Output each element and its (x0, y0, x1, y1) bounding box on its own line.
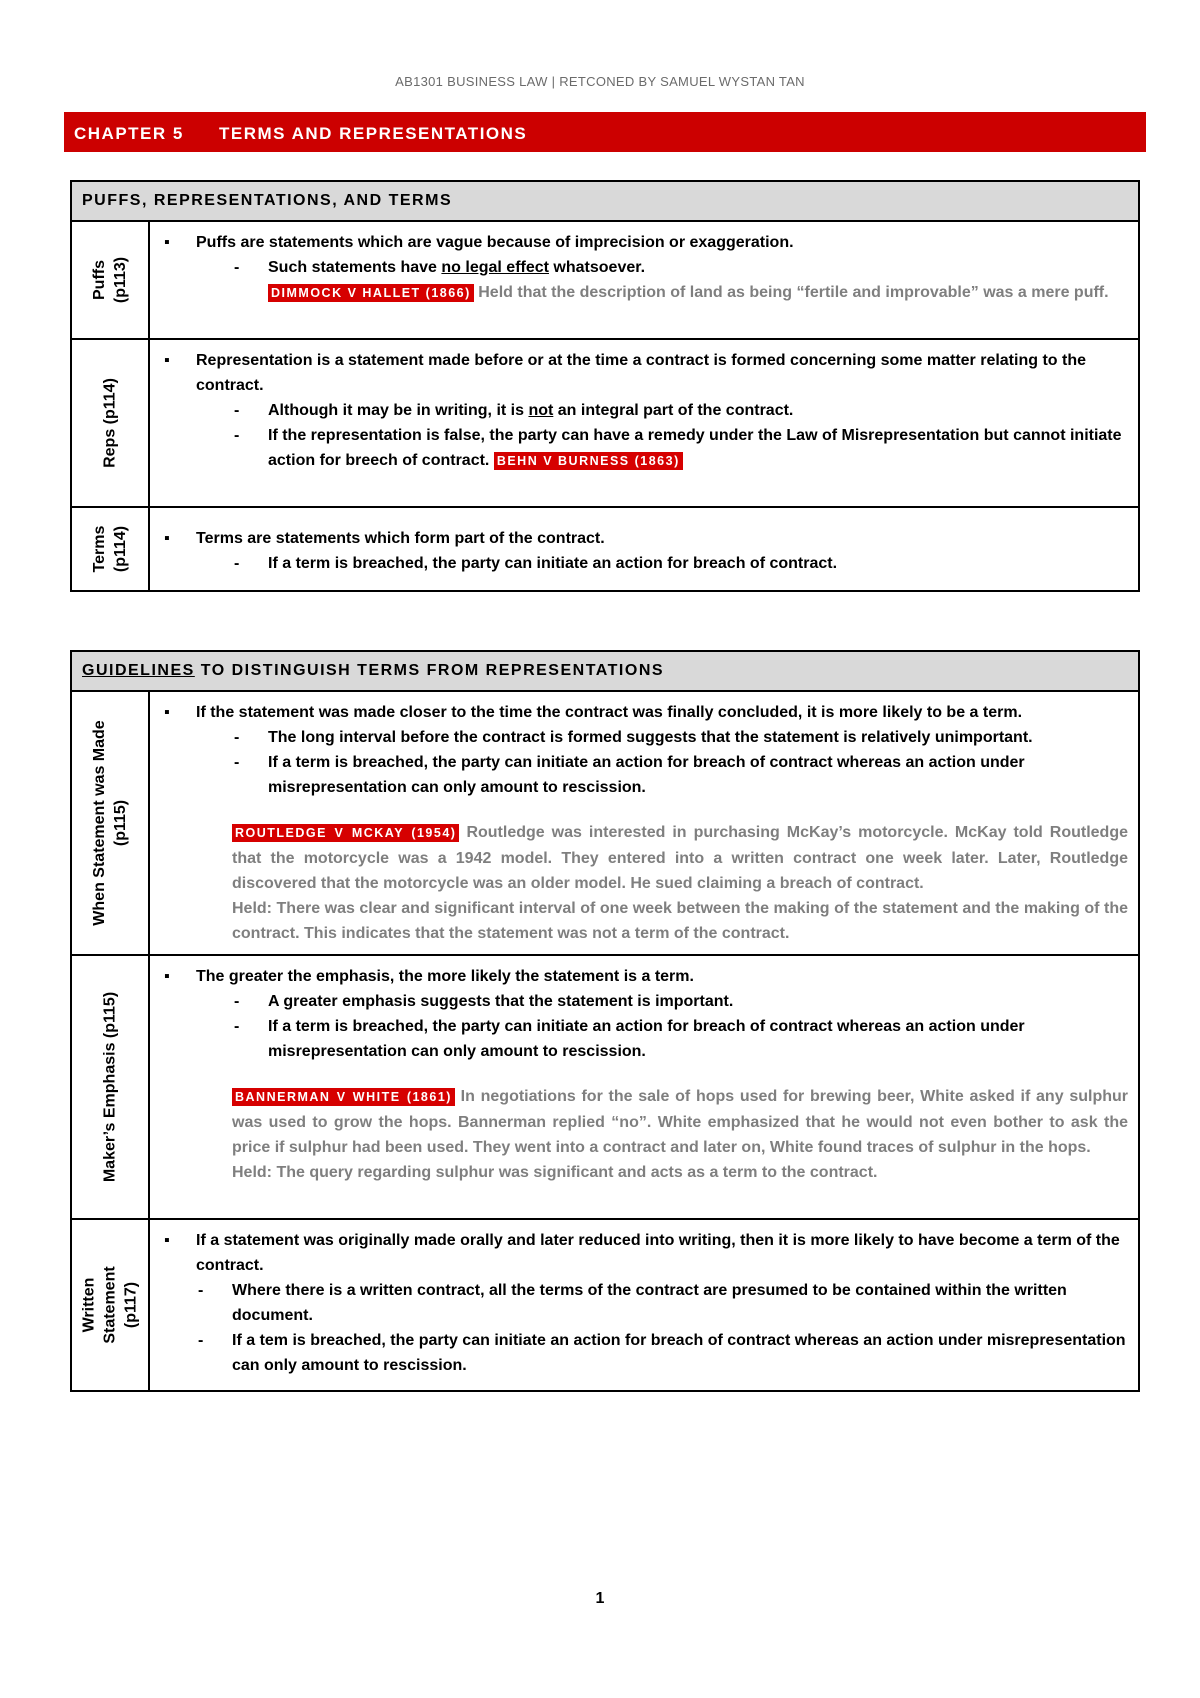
puffs-label-cell (71, 221, 149, 339)
table2-heading (71, 651, 1139, 691)
puffs-content (149, 221, 1139, 339)
routledge-case-tag: ROUTLEDGE V MCKAY (1954) (232, 824, 459, 842)
routledge-case-text: Routledge was interested in purchasing McKay’s motorcycle. McKay told Routledge that the motorcycle was a 1942 model. They entered into a written contract one week later. Later, Routledge discovered that the motorcycle was an older model. He sued claiming a breach of contract. (232, 824, 1129, 892)
bannerman-case-tag: BANNERMAN V WHITE (1861) (232, 1088, 455, 1106)
dimmock-case-tag: DIMMOCK V HALLET (1866) (268, 284, 474, 302)
puffs-sub-post: whatsoever. (548, 259, 646, 276)
emphasis-content (149, 955, 1139, 1219)
reps-sub-bullet-1 (162, 398, 1128, 423)
when-label-line1: When Statement was Made (91, 720, 108, 926)
written-label (79, 1266, 142, 1343)
when-sub-bullet-2: - If a term is breached, the party can initiate an action for breach of contract whereas an action under misrepresentation can only amount to rescission. (162, 750, 1128, 800)
terms-label-line2: (p114) (112, 525, 129, 573)
reps-sub1-pre: Although it may be in writing, it is (268, 402, 529, 419)
emphasis-label: Maker’s Emphasis (p115) (101, 991, 119, 1183)
written-row (71, 1219, 1139, 1391)
written-label-line2: Statement (101, 1266, 119, 1344)
when-label (89, 720, 131, 925)
terms-label-line1: Terms (91, 525, 108, 573)
written-label-cell (71, 1219, 149, 1391)
puffs-sub-pre: Such statements have (268, 259, 442, 276)
puffs-sub-bullet (162, 255, 1128, 280)
chapter-title: TERMS AND REPRESENTATIONS (219, 124, 528, 143)
bannerman-held: Held: The query regarding sulphur was significant and acts as a term to the contract. (232, 1164, 878, 1181)
reps-sub-bullet-2 (162, 423, 1128, 474)
table2-heading-rest: TO DISTINGUISH TERMS FROM REPRESENTATIONS (194, 662, 665, 679)
when-sub-bullet-1: - The long interval before the contract is formed suggests that the statement is relatively unimportant. (162, 725, 1128, 750)
routledge-held: Held: There was clear and significant interval of one week between the making of the statement and the making of the contract. This indicates that the statement was not a term of the contract. (232, 900, 1128, 942)
written-sub-bullet-1: - Where there is a written contract, all the terms of the contract are presumed to be contained within the written document. (162, 1278, 1128, 1328)
written-bullet: ▪ If a statement was originally made orally and later reduced into writing, then it is more likely to have become a term of the contract. (162, 1228, 1128, 1278)
emphasis-sub-bullet-1: - A greater emphasis suggests that the statement is important. (162, 989, 1128, 1014)
reps-sub2-text: If the representation is false, the party can have a remedy under the Law of Misrepresentation but cannot initiate action for breech of contract. (268, 427, 1122, 469)
emphasis-label-cell (71, 955, 149, 1219)
chapter-banner (64, 112, 1146, 152)
terms-sub-bullet: - If a term is breached, the party can initiate an action for breach of contract. (162, 551, 1128, 576)
dimmock-case (162, 280, 1128, 306)
written-sub-bullet-2: - If a tem is breached, the party can initiate an action for breach of contract whereas an action under misrepresentation can only amount to rescission. (162, 1328, 1128, 1378)
puffs-label (89, 257, 131, 303)
routledge-case (162, 820, 1128, 896)
bannerman-case (162, 1084, 1128, 1160)
reps-row (71, 339, 1139, 507)
terms-row (71, 507, 1139, 591)
written-content (149, 1219, 1139, 1391)
table2-heading-underline: GUIDELINES (82, 662, 195, 679)
puffs-label-line1: Puffs (91, 260, 108, 300)
running-header: AB1301 BUSINESS LAW | RETCONED BY SAMUEL WYSTAN TAN (395, 74, 805, 89)
chapter-number: CHAPTER 5 (74, 124, 184, 143)
puffs-bullet: ▪ Puffs are statements which are vague because of imprecision or exaggeration. (162, 230, 1128, 255)
behn-case-tag: BEHN V BURNESS (1863) (494, 452, 683, 470)
when-content (149, 691, 1139, 955)
terms-label (89, 526, 131, 573)
guidelines-table (70, 650, 1140, 1392)
when-bullet: ▪ If the statement was made closer to the time the contract was finally concluded, it is more likely to be a term. (162, 700, 1128, 725)
written-label-line3: (p117) (122, 1281, 140, 1329)
when-row (71, 691, 1139, 955)
reps-label-cell (71, 339, 149, 507)
written-label-line1: Written (80, 1277, 98, 1333)
bannerman-case-text: In negotiations for the sale of hops used for brewing beer, White asked if any sulphur was used to grow the hops. Bannerman replied “no”. White emphasized that he would not even bother to ask the price if sulphur had been used. They went into a contract and later on, White found traces of sulphur in the hops. (232, 1088, 1128, 1156)
terms-label-cell (71, 507, 149, 591)
puffs-sub-underline: no legal effect (441, 259, 549, 276)
puffs-label-line2: (p113) (112, 256, 129, 304)
page-number: 1 (595, 1590, 605, 1607)
when-label-line2: (p115) (112, 799, 129, 847)
emphasis-sub-bullet-2: - If a term is breached, the party can initiate an action for breach of contract whereas an action under misrepresentation can only amount to rescission. (162, 1014, 1128, 1064)
terms-content (149, 507, 1139, 591)
reps-content (149, 339, 1139, 507)
reps-bullet: ▪ Representation is a statement made before or at the time a contract is formed concerning some matter relating to the contract. (162, 348, 1128, 398)
reps-label: Reps (p114) (101, 378, 119, 468)
emphasis-bullet: ▪ The greater the emphasis, the more likely the statement is a term. (162, 964, 1128, 989)
when-label-cell (71, 691, 149, 955)
dimmock-case-text: Held that the description of land as being “fertile and improvable” was a mere puff. (473, 284, 1109, 301)
reps-sub1-underline: not (528, 402, 554, 419)
puffs-reps-terms-table (70, 180, 1140, 592)
reps-sub1-post: an integral part of the contract. (553, 402, 794, 419)
emphasis-row (71, 955, 1139, 1219)
table1-heading: PUFFS, REPRESENTATIONS, AND TERMS (71, 181, 1139, 221)
puffs-row (71, 221, 1139, 339)
terms-bullet: ▪ Terms are statements which form part of the contract. (162, 526, 1128, 551)
